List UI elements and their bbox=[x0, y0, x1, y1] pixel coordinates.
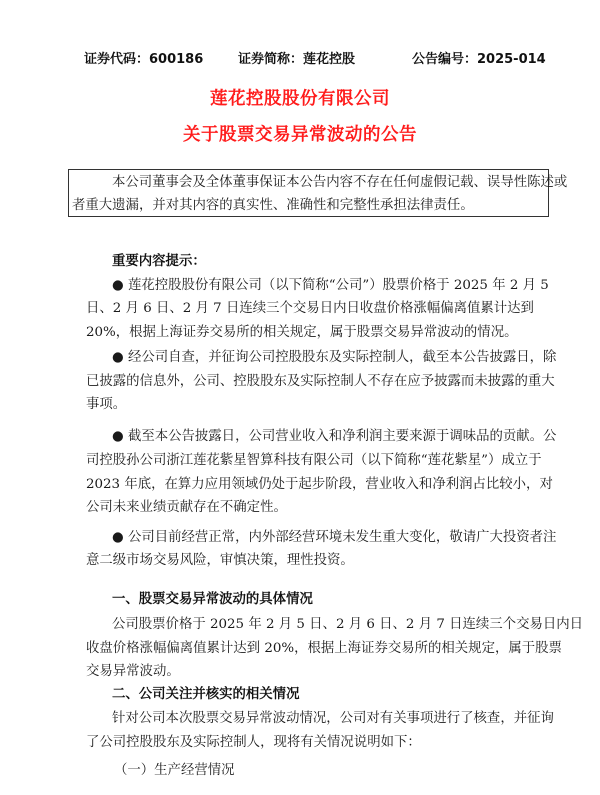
disclaimer-line: 者重大遗漏，并对其内容的真实性、准确性和完整性承担法律责任。 bbox=[72, 198, 474, 213]
bullet-line: 20%，根据上海证券交易所的相关规定，属于股票交易异常波动的情况。 bbox=[86, 325, 518, 340]
bullet-line: ● 截至本公告披露日，公司营业收入和净利润主要来源于调味品的贡献。公 bbox=[112, 429, 557, 444]
bullet-line: 公司未来业绩贡献存在不确定性。 bbox=[86, 500, 287, 515]
bullet-line: ● 公司目前经营正常，内外部经营环境未发生重大变化，敬请广大投资者注 bbox=[112, 530, 557, 545]
notice-number: 公告编号：2025-014 bbox=[412, 52, 546, 67]
bullet-line: 司控股孙公司浙江莲花紫星智算科技有限公司（以下简称“莲花紫星”）成立于 bbox=[86, 453, 542, 468]
bullet-line: ● 经公司自查，并征询公司控股股东及实际控制人，截至本公告披露日，除 bbox=[112, 350, 557, 365]
section-line: 针对公司本次股票交易异常波动情况，公司对有关事项进行了核查，并征询 bbox=[112, 711, 554, 726]
section-heading: 一、股票交易异常波动的具体情况 bbox=[112, 592, 313, 607]
bullet-line: 事项。 bbox=[86, 397, 127, 412]
stock-abbreviation: 证券简称：莲花控股 bbox=[238, 52, 356, 67]
company-title: 莲花控股股份有限公司 bbox=[210, 89, 390, 109]
bullet-line: 2023 年底，在算力应用领域仍处于起步阶段，营业收入和净利润占比较小，对 bbox=[86, 477, 553, 492]
bullet-line: 已披露的信息外，公司、控股股东及实际控制人不存在应予披露而未披露的重大 bbox=[86, 374, 555, 389]
bullet-line: 日、2 月 6 日、2 月 7 日连续三个交易日内日收盘价格涨幅偏离值累计达到 bbox=[86, 301, 534, 316]
subsection-heading: （一）生产经营情况 bbox=[114, 763, 235, 778]
bullet-line: ● 莲花控股股份有限公司（以下简称“公司”）股票价格于 2025 年 2 月 5 bbox=[112, 278, 549, 293]
stock-code: 证券代码：600186 bbox=[84, 52, 204, 67]
announcement-title: 关于股票交易异常波动的公告 bbox=[183, 125, 417, 145]
section-line: 收盘价格涨幅偏离值累计达到 20%，根据上海证券交易所的相关规定，属于股票 bbox=[86, 641, 562, 656]
bullet-line: 意二级市场交易风险，审慎决策，理性投资。 bbox=[86, 553, 354, 568]
section-line: 公司股票价格于 2025 年 2 月 5 日、2 月 6 日、2 月 7 日连续三个交易日内日 bbox=[112, 617, 584, 632]
highlights-heading: 重要内容提示： bbox=[112, 254, 206, 269]
section-heading: 二、公司关注并核实的相关情况 bbox=[112, 687, 300, 702]
section-line: 了公司控股股东及实际控制人，现将有关情况说明如下： bbox=[86, 735, 421, 750]
section-line: 交易异常波动。 bbox=[86, 664, 180, 679]
disclaimer-line: 本公司董事会及全体董事保证本公告内容不存在任何虚假记载、误导性陈述或 bbox=[112, 175, 568, 190]
